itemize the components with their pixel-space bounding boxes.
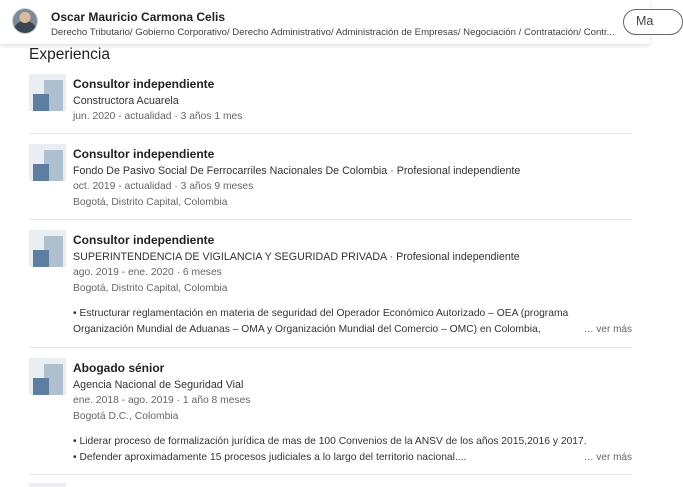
company-logo-icon (29, 483, 66, 487)
experience-dates: ago. 2019 - ene. 2020 · 6 meses (73, 267, 222, 278)
experience-title: Consultor independiente (73, 147, 215, 161)
experience-location: Bogotá, Distrito Capital, Colombia (73, 283, 228, 294)
experience-description-line: • Defender aproximadamente 15 procesos judiciales a lo largo del territorio nacional.... (73, 452, 467, 463)
sticky-profile-header (0, 0, 654, 44)
see-more-link[interactable]: … ver más (583, 324, 632, 335)
experience-dates: ene. 2018 - ago. 2019 · 1 año 8 meses (73, 395, 251, 406)
divider (29, 133, 632, 134)
experience-title: Consultor independiente (73, 233, 215, 247)
experience-dates: oct. 2019 - actualidad · 3 años 9 meses (73, 181, 254, 192)
experience-company: Fondo De Pasivo Social De Ferrocarriles Nacionales De Colombia · Profesional independiente (73, 165, 521, 177)
experience-item (29, 358, 632, 470)
company-logo-icon[interactable] (29, 74, 66, 111)
experience-company: Constructora Acuarela (73, 95, 179, 107)
experience-company: SUPERINTENDENCIA DE VIGILANCIA Y SEGURIDAD PRIVADA · Profesional independiente (73, 251, 520, 263)
experience-location: Bogotá, Distrito Capital, Colombia (73, 197, 228, 208)
experience-title: Abogado sénior (73, 361, 165, 375)
experience-item (29, 144, 632, 219)
experience-dates: jun. 2020 - actualidad · 3 años 1 mes (73, 111, 243, 122)
profile-headline: Derecho Tributario/ Gobierno Corporativo/ Derecho Administrativo/ Administración de Empresas/ Negociación / Contratación/ Contr... (51, 27, 615, 38)
company-logo-icon[interactable] (29, 358, 66, 395)
see-more-link[interactable]: … ver más (583, 452, 632, 463)
experience-description-line: • Liderar proceso de formalización jurídica de mas de 100 Convenios de la ANSV de los años 2015,2016 y 2017. (73, 436, 587, 447)
section-title: Experiencia (29, 46, 110, 63)
experience-item (29, 74, 632, 134)
experience-item (29, 230, 632, 340)
experience-title: Consultor independiente (73, 77, 215, 91)
divider (29, 219, 632, 220)
divider (29, 474, 632, 475)
company-logo-icon[interactable] (29, 144, 66, 181)
profile-name: Oscar Mauricio Carmona Celis (51, 10, 226, 24)
experience-location: Bogotá D.C., Colombia (73, 411, 179, 422)
company-logo-icon[interactable] (29, 230, 66, 267)
divider (29, 347, 632, 348)
more-button[interactable]: Ma (623, 9, 683, 35)
experience-company: Agencia Nacional de Seguridad Vial (73, 379, 244, 391)
experience-description-line: • Estructurar reglamentación en materia de seguridad del Operador Económico Autorizado – OEA (programa (73, 308, 569, 319)
avatar[interactable] (12, 8, 38, 34)
experience-description-line: Organización Mundial de Aduanas – OMA y Organización Mundial del Comercio – OMC) en Colombia, (73, 324, 541, 335)
